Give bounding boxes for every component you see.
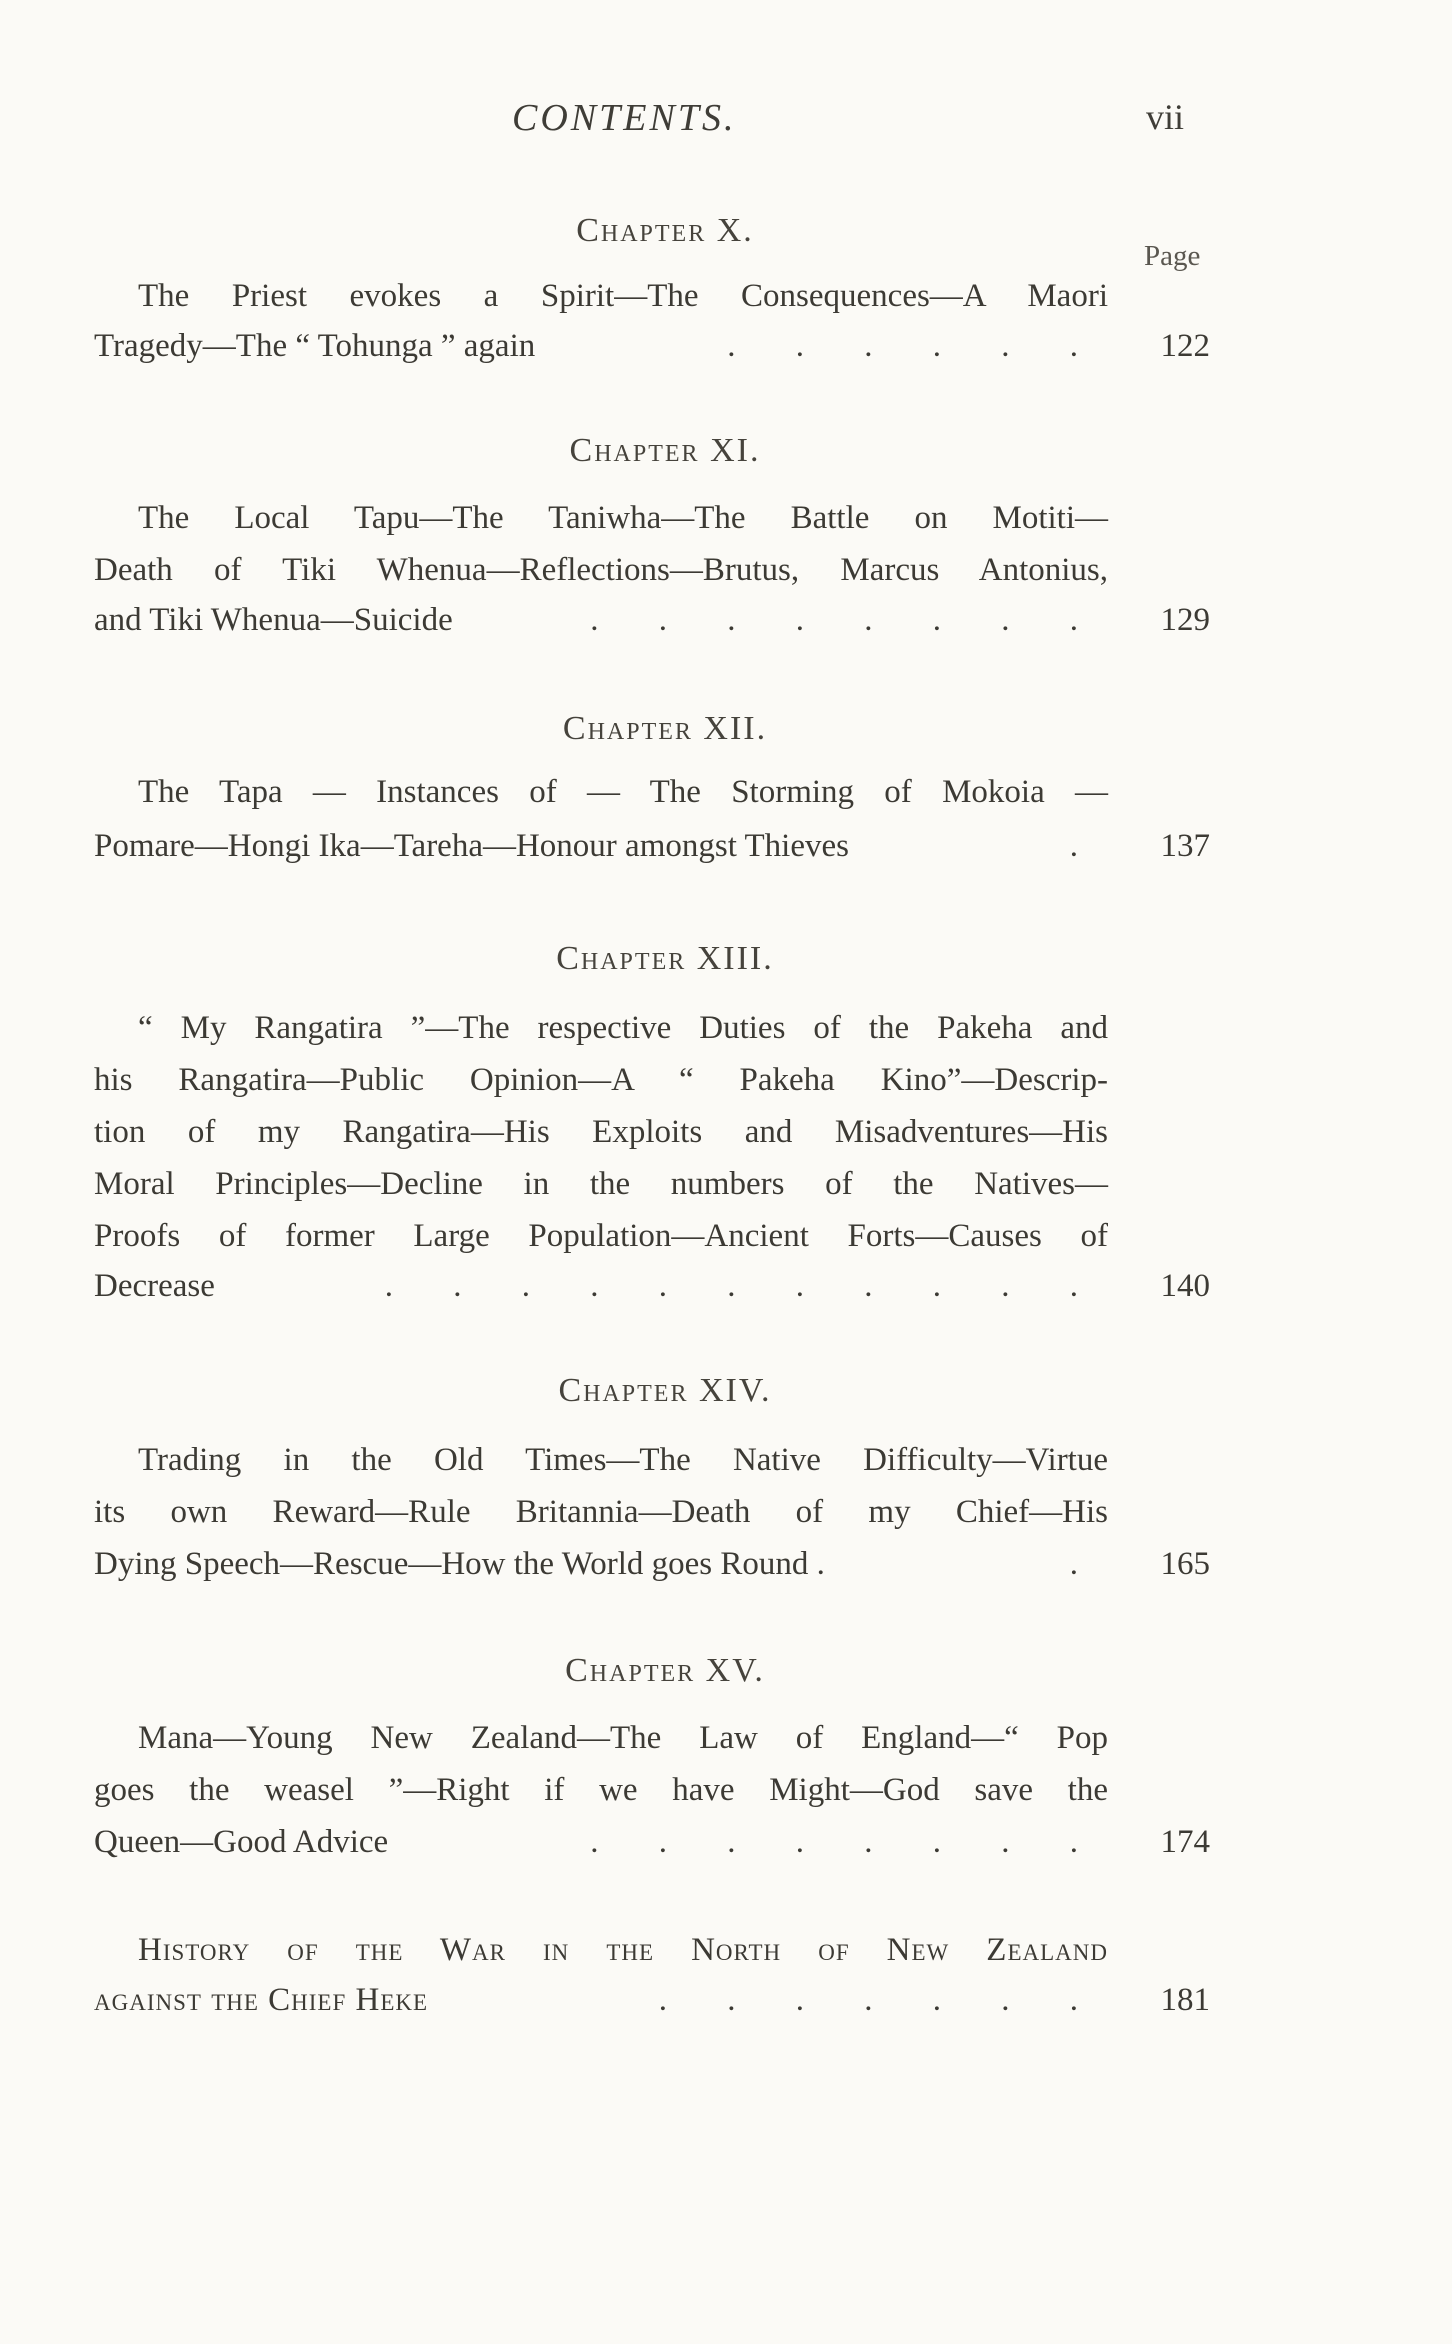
appendix-line: History of the War in the North of New Zealand bbox=[138, 1932, 1108, 1968]
dot-leader: . bbox=[1069, 1546, 1104, 1582]
page-column-label: Page bbox=[1144, 240, 1201, 272]
toc-page-number: 140 bbox=[1160, 1268, 1210, 1304]
chapter-heading: Chapter XII. bbox=[562, 710, 768, 747]
dot-leader: . bbox=[1069, 828, 1104, 864]
toc-line: his Rangatira—Public Opinion—A “ Pakeha Kino”—Descrip- bbox=[94, 1062, 1108, 1098]
toc-line-text: Dying Speech—Rescue—How the World goes Round . bbox=[94, 1546, 825, 1582]
toc-line bbox=[94, 1544, 1108, 1584]
toc-page-number: 174 bbox=[1160, 1824, 1210, 1860]
appendix-line bbox=[94, 1980, 1108, 2020]
toc-page-number: 122 bbox=[1160, 328, 1210, 364]
toc-line bbox=[94, 600, 1108, 640]
chapter-heading: Chapter X. bbox=[576, 212, 754, 249]
toc-line: The Tapa — Instances of — The Storming of Mokoia — bbox=[138, 774, 1108, 810]
toc-line: “ My Rangatira ”—The respective Duties of the Pakeha and bbox=[138, 1010, 1108, 1046]
appendix-line-text: against the Chief Heke bbox=[94, 1982, 429, 2018]
toc-page-number: 165 bbox=[1160, 1546, 1210, 1582]
toc-line: Mana—Young New Zealand—The Law of England—“ Pop bbox=[138, 1720, 1108, 1756]
dot-leader: . . . . . . . . bbox=[590, 1824, 1104, 1860]
toc-page-number: 129 bbox=[1160, 602, 1210, 638]
dot-leader: . . . . . . . bbox=[658, 1982, 1104, 2018]
toc-line-text: Decrease bbox=[94, 1268, 215, 1304]
toc-line: Death of Tiki Whenua—Reflections—Brutus, Marcus Antonius, bbox=[94, 552, 1108, 588]
toc-line bbox=[94, 326, 1108, 366]
toc-line bbox=[94, 1822, 1108, 1862]
toc-line-text: Pomare—Hongi Ika—Tareha—Honour amongst Thieves bbox=[94, 828, 849, 864]
toc-line: Moral Principles—Decline in the numbers of the Natives— bbox=[94, 1166, 1108, 1202]
toc-line bbox=[94, 826, 1108, 866]
toc-line-text: and Tiki Whenua—Suicide bbox=[94, 602, 453, 638]
toc-line: goes the weasel ”—Right if we have Might—God save the bbox=[94, 1772, 1108, 1808]
toc-line: Proofs of former Large Population—Ancient Forts—Causes of bbox=[94, 1218, 1108, 1254]
toc-line-text: Tragedy—The “ Tohunga ” again bbox=[94, 328, 536, 364]
toc-line: The Local Tapu—The Taniwha—The Battle on Motiti— bbox=[138, 500, 1108, 536]
dot-leader: . . . . . . . . . . . bbox=[384, 1268, 1104, 1304]
running-head bbox=[0, 96, 1452, 146]
toc-line-text: Queen—Good Advice bbox=[94, 1824, 389, 1860]
chapter-heading: Chapter XI. bbox=[569, 432, 761, 469]
toc-line bbox=[94, 1266, 1108, 1306]
chapter-heading: Chapter XV. bbox=[565, 1652, 765, 1689]
toc-line: The Priest evokes a Spirit—The Consequences—A Maori bbox=[138, 278, 1108, 314]
dot-leader: . . . . . . . . bbox=[590, 602, 1104, 638]
running-title: CONTENTS. bbox=[512, 97, 737, 139]
chapter-heading: Chapter XIV. bbox=[558, 1372, 772, 1409]
chapter-heading: Chapter XIII. bbox=[556, 940, 774, 977]
toc-page-number: 137 bbox=[1160, 828, 1210, 864]
dot-leader: . . . . . . bbox=[727, 328, 1104, 364]
toc-page-number: 181 bbox=[1160, 1982, 1210, 2018]
folio-number: vii bbox=[1146, 97, 1185, 137]
toc-line: tion of my Rangatira—His Exploits and Misadventures—His bbox=[94, 1114, 1108, 1150]
toc-line: its own Reward—Rule Britannia—Death of my Chief—His bbox=[94, 1494, 1108, 1530]
toc-line: Trading in the Old Times—The Native Difficulty—Virtue bbox=[138, 1442, 1108, 1478]
